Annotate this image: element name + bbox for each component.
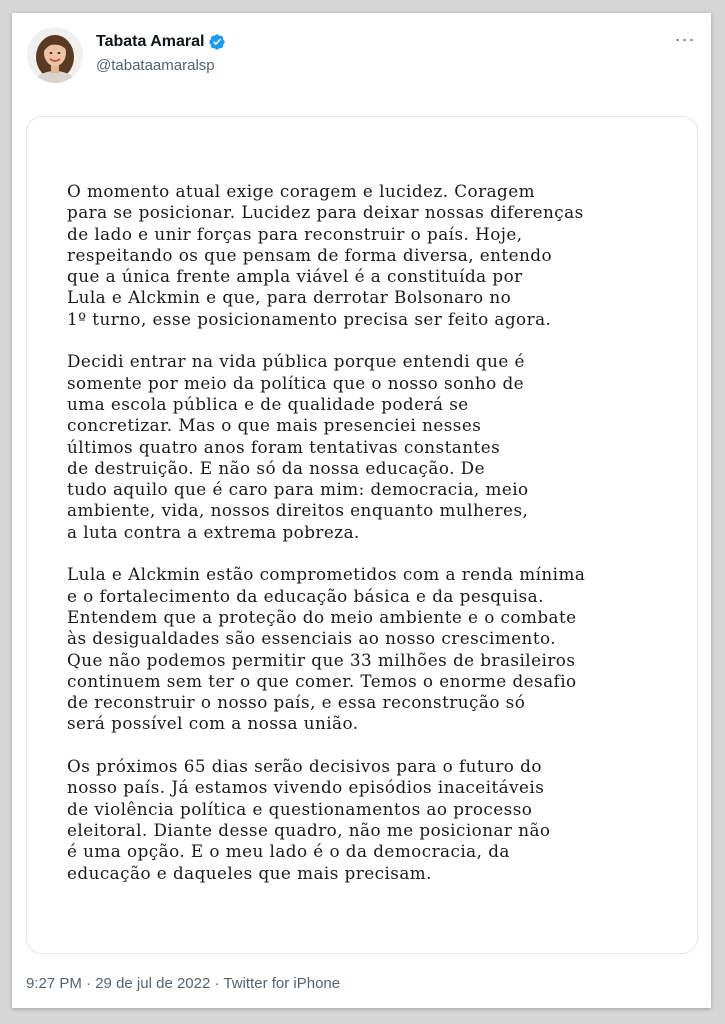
text-line: Entendem que a proteção do meio ambiente e o combate	[67, 606, 577, 627]
text-line: O momento atual exige coragem e lucidez. Coragem	[67, 181, 535, 201]
text-line: últimos quatro anos foram tentativas constantes	[67, 436, 501, 457]
text-line: tudo aquilo que é caro para mim: democracia, meio	[67, 479, 529, 500]
text-line: Que não podemos permitir que 33 milhões de brasileiros	[67, 649, 576, 670]
text-line: continuem sem ter o que comer. Temos o enorme desafio	[67, 670, 577, 691]
text-line: que a única frente ampla viável é a constituída por	[67, 266, 523, 287]
text-line: de lado e unir forças para reconstruir o país. Hoje,	[67, 223, 523, 244]
text-line: de destruição. E não só da nossa educação. De	[67, 457, 485, 478]
handle[interactable]: @tabataamaralsp	[96, 57, 215, 74]
name-row	[96, 32, 226, 52]
avatar[interactable]	[27, 27, 83, 83]
text-line: uma escola pública e de qualidade poderá se	[67, 393, 469, 414]
text-line: de reconstruir o nosso país, e essa reconstrução só	[67, 692, 526, 713]
text-line: eleitoral. Diante desse quadro, não me posicionar não	[67, 819, 551, 840]
text-line: concretizar. Mas o que mais presenciei nesses	[67, 415, 482, 436]
tweet-meta	[26, 974, 340, 994]
tweet-time[interactable]: 9:27 PM	[26, 975, 82, 992]
text-line: educação e daqueles que mais precisam.	[67, 862, 432, 883]
display-name[interactable]: Tabata Amaral	[96, 33, 205, 50]
text-line: Lula e Alckmin e que, para derrotar Bolsonaro no	[67, 287, 512, 308]
text-line: ambiente, vida, nossos direitos enquanto mulheres,	[67, 500, 529, 521]
text-line: 1º turno, esse posicionamento precisa ser feito agora.	[67, 308, 552, 329]
tweet	[12, 13, 711, 1008]
text-line: a luta contra a extrema pobreza.	[67, 521, 360, 542]
text-line: Lula e Alckmin estão comprometidos com a renda mínima	[67, 564, 586, 585]
text-line: somente por meio da política que o nosso sonho de	[67, 372, 525, 393]
tweet-date[interactable]: 29 de jul de 2022	[95, 975, 211, 992]
text-line: será possível com a nossa união.	[67, 713, 359, 734]
text-line: às desigualdades são essenciais ao nosso crescimento.	[67, 628, 557, 649]
text-line: Os próximos 65 dias serão decisivos para o futuro do	[67, 756, 542, 777]
tweet-source[interactable]: Twitter for iPhone	[223, 975, 341, 992]
text-line: para se posicionar. Lucidez para deixar nossas diferenças	[67, 202, 584, 223]
paragraph	[67, 564, 687, 734]
verified-badge-icon	[208, 33, 226, 51]
meta-separator-2: ·	[210, 975, 224, 992]
text-line: Decidi entrar na vida pública porque entendi que é	[67, 351, 525, 372]
more-options-icon[interactable]: ···	[674, 29, 696, 49]
text-line: respeitando os que pensam de forma diversa, entendo	[67, 244, 552, 265]
tweet-header	[12, 13, 711, 93]
text-line: de violência política e questionamentos ao processo	[67, 798, 533, 819]
text-line: nosso país. Já estamos vivendo episódios inaceitáveis	[67, 777, 545, 798]
paragraph	[67, 756, 687, 884]
text-line: e o fortalecimento da educação básica e da pesquisa.	[67, 585, 544, 606]
image-card[interactable]	[26, 116, 698, 954]
paragraph	[67, 181, 687, 330]
text-line: é uma opção. E o meu lado é o da democracia, da	[67, 841, 510, 862]
paragraph	[67, 351, 687, 543]
statement-text	[67, 181, 687, 905]
meta-separator: ·	[81, 975, 96, 992]
avatar-image	[27, 27, 83, 83]
